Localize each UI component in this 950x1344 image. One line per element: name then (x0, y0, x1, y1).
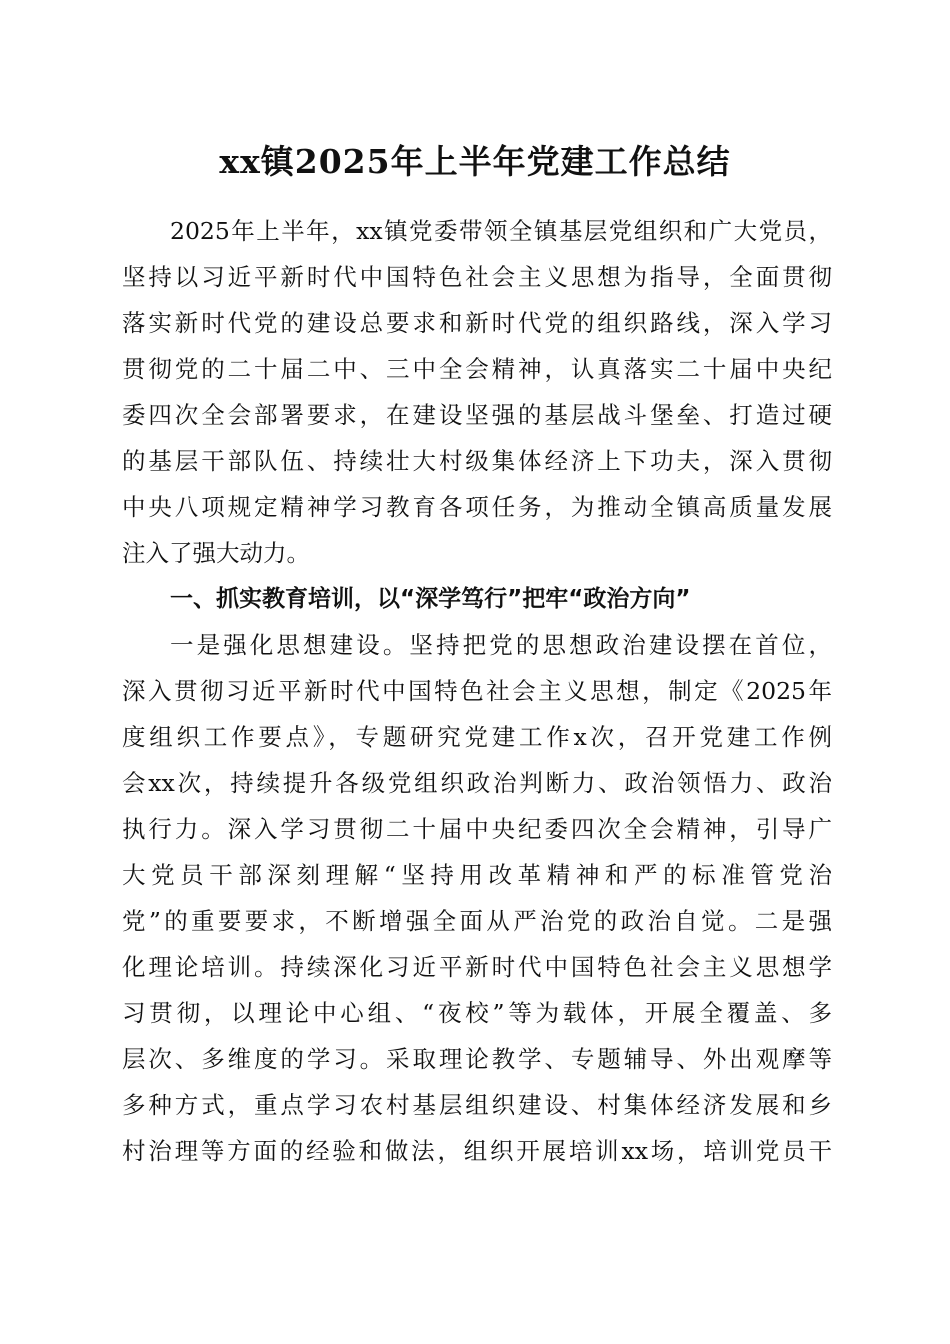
document-title: xx镇2025年上半年党建工作总结 (219, 142, 731, 181)
paragraph-line: 注入了强大动力。 (122, 539, 310, 567)
paragraph-line: 落实新时代党的建设总要求和新时代党的组织路线，深入学习 (122, 309, 832, 337)
paragraph-line: 习贯彻，以理论中心组、“夜校”等为载体，开展全覆盖、多 (122, 999, 832, 1027)
paragraph-line: 层次、多维度的学习。采取理论教学、专题辅导、外出观摩等 (122, 1045, 832, 1073)
paragraph-line: 2025年上半年，xx镇党委带领全镇基层党组织和广大党员， (170, 217, 832, 245)
paragraph-line: 委四次全会部署要求，在建设坚强的基层战斗堡垒、打造过硬 (122, 401, 832, 429)
section-heading: 一、抓实教育培训，以“深学笃行”把牢“政治方向” (170, 586, 691, 612)
paragraph-line: 的基层干部队伍、持续壮大村级集体经济上下功夫，深入贯彻 (122, 447, 832, 475)
paragraph-line: 党”的重要要求，不断增强全面从严治党的政治自觉。二是强 (122, 907, 832, 935)
paragraph-line: 一是强化思想建设。坚持把党的思想政治建设摆在首位， (170, 631, 832, 659)
paragraph-line: 中央八项规定精神学习教育各项任务，为推动全镇高质量发展 (122, 493, 832, 521)
paragraph-line: 多种方式，重点学习农村基层组织建设、村集体经济发展和乡 (122, 1091, 832, 1119)
paragraph-line: 贯彻党的二十届二中、三中全会精神，认真落实二十届中央纪 (122, 355, 832, 383)
paragraph-line: 执行力。深入学习贯彻二十届中央纪委四次全会精神，引导广 (122, 815, 832, 843)
paragraph-line: 度组织工作要点》，专题研究党建工作x次，召开党建工作例 (122, 723, 832, 751)
paragraph-line: 大党员干部深刻理解“坚持用改革精神和严的标准管党治 (122, 861, 832, 889)
paragraph-line: 化理论培训。持续深化习近平新时代中国特色社会主义思想学 (122, 953, 832, 981)
paragraph-line: 坚持以习近平新时代中国特色社会主义思想为指导，全面贯彻 (122, 263, 832, 291)
document-body (122, 208, 832, 1174)
paragraph-line: 村治理等方面的经验和做法，组织开展培训xx场，培训党员干 (122, 1137, 832, 1165)
paragraph-line: 深入贯彻习近平新时代中国特色社会主义思想，制定《2025年 (122, 677, 832, 705)
paragraph-line: 会xx次，持续提升各级党组织政治判断力、政治领悟力、政治 (122, 769, 832, 797)
